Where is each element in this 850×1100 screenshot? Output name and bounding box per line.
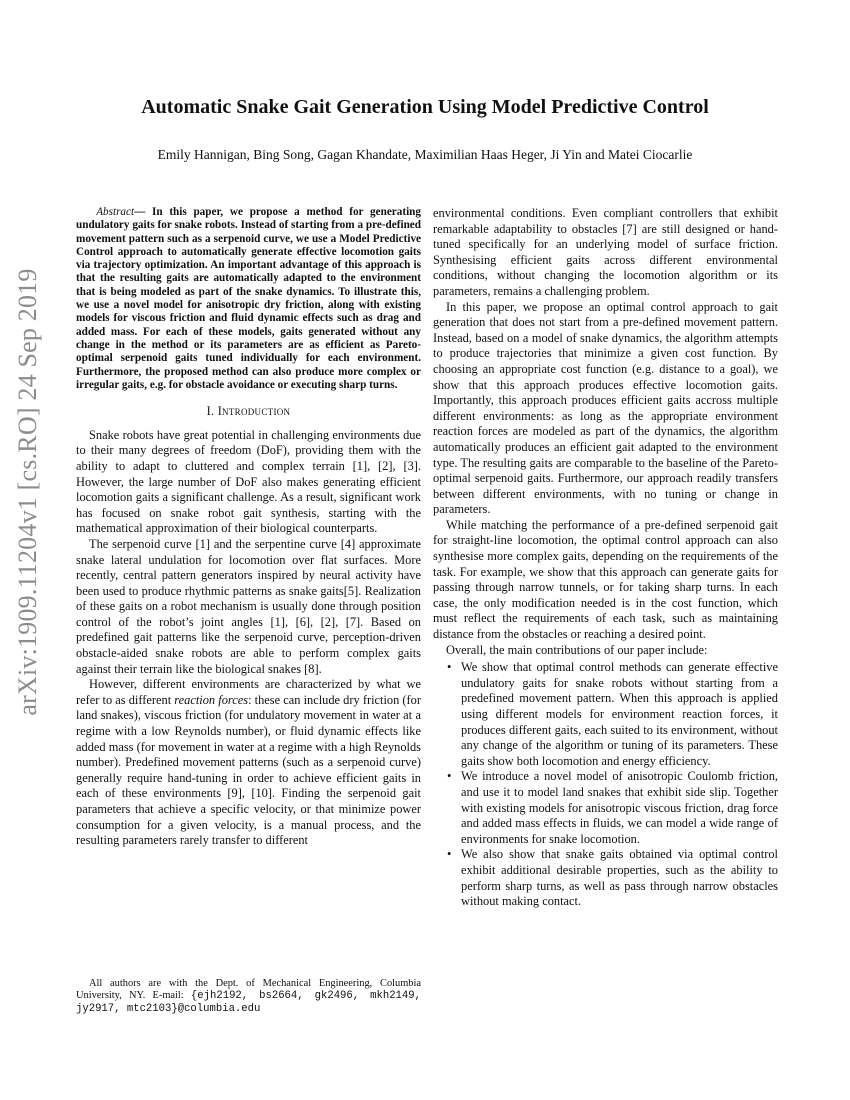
arxiv-identifier: arXiv:1909.11204v1 [cs.RO] 24 Sep 2019 — [13, 268, 42, 716]
section-heading-introduction: I. Introduction — [206, 404, 291, 419]
right-column — [433, 206, 778, 910]
intro-paragraph-3-emphasis: reaction forces — [174, 692, 249, 707]
footnote-emails: {ejh2192, bs2664, gk2496, mkh2149, jy2917, mtc2103}@columbia.edu — [76, 990, 421, 1015]
intro-paragraph-3-start: However, different environments are characterized by what we refer to as different — [76, 677, 421, 707]
contribution-text: We show that optimal control methods can generate effective undulatory gaits for snake robots without starting from a predefined movement pattern. When this approach is applied using different models for environment reaction forces, it produces different gaits, each suited to its environment, without any change of the algorithm or tuning of its parameters. These gaits show both locomotion and energy efficiency. — [461, 660, 778, 768]
footnote-text — [76, 978, 421, 1015]
bullet-icon: • — [447, 769, 452, 784]
abstract-label: Abstract — [96, 206, 135, 218]
intro-paragraph-3-end: : these can include dry friction (for land snakes), viscous friction (for undulatory movement in water at a regime with a low Reynolds number), or fluid dynamic effects like added mass (for movement in water at a regime with a high Reynolds number). Predefined movement patterns (such as a serpenoid curve) generally require hand-tuning in order to achieve efficient gaits in each of these environments [9], [10]. Finding the serpenoid gait parameters that achieve a specific velocity, or that minimize power consumption for a given velocity, is a manual process, and the resulting parameters rarely transfer to different — [76, 692, 421, 848]
intro-paragraph-3 — [76, 677, 421, 849]
footnote — [76, 978, 421, 1015]
intro-paragraph-6: While matching the performance of a pre-defined serpenoid gait for straight-line locomotion, the optimal control approach can also synthesise more complex gaits, depending on the requirements of the task. For example, we show that this approach can generate gaits for passing through narrow tunnels, or for taking sharp turns. In each case, the only modification needed is in the cost function, which must reflect the requirements of each task, such as maintaining distance from the obstacles or reaching a desired point. — [433, 517, 778, 642]
contributions-list — [433, 660, 778, 910]
intro-paragraph-4: environmental conditions. Even compliant controllers that exhibit remarkable adaptability to obstacles [7] are still designed or hand-tuned specifically for an underlying model of surface friction. Synthesising efficient gaits across different environmental conditions, without changing the locomotion algorithm or its parameters, remains a challenging problem. — [433, 206, 778, 298]
bullet-icon: • — [447, 847, 452, 862]
contribution-text: We introduce a novel model of anisotropic Coulomb friction, and use it to model land snakes that exhibit side slip. Together with existing models for anisotropic viscous friction, drag force and added mass effects in fluids, we can model a wide range of environments for snake locomotion. — [461, 769, 778, 846]
abstract-section — [76, 206, 421, 392]
intro-paragraph-1: Snake robots have great potential in challenging environments due to their many degrees of freedom (DoF), providing them with the ability to adapt to cluttered and complex terrain [1], [2], [3]. However, the large number of DoF also makes generating efficient locomotion gaits a significant challenge. As a result, significant work has focused on snake robot gait synthesis, starting with the mathematical approximation of their biological counterparts. — [76, 427, 421, 536]
paper-authors: Emily Hannigan, Bing Song, Gagan Khandate, Maximilian Haas Heger, Ji Yin and Matei Ciocarlie — [157, 147, 693, 162]
abstract-text: — In this paper, we propose a method for generating undulatory gaits for snake robots. Instead of starting from a pre-defined movement pattern such as a serpenoid curve, we use a Model Predictive Control approach to automatically generate effective locomotion gaits via trajectory optimization. An important advantage of this approach is that the resulting gaits are automatically adapted to the environment that is being modeled as part of the snake dynamics. To illustrate this, we use a novel model for anisotropic dry friction, along with existing models for viscous friction and fluid dynamic effects such as drag and added mass. For each of these models, gaits generated without any change in the method or its parameters are as efficient as Pareto-optimal serpenoid gaits tuned individually for each environment. Furthermore, the proposed method can also produce more complex or irregular gaits, e.g. for obstacle avoidance or executing sharp turns. — [76, 206, 421, 391]
intro-paragraph-7: Overall, the main contributions of our paper include: — [446, 642, 708, 657]
bullet-icon: • — [447, 660, 452, 675]
paper-title: Automatic Snake Gait Generation Using Model Predictive Control — [141, 96, 709, 118]
abstract-paragraph — [76, 206, 421, 392]
left-column — [76, 206, 421, 849]
list-item — [433, 769, 778, 847]
contribution-text: We also show that snake gaits obtained via optimal control exhibit additional desirable properties, such as the ability to perform sharp turns, as well as pass through narrow obstacles without making contact. — [461, 847, 778, 909]
intro-paragraph-2: The serpenoid curve [1] and the serpentine curve [4] approximate snake lateral undulation for locomotion over flat surfaces. More recently, central pattern generators inspired by neural activity have been used to produce rhythmic patterns as snake gaits[5]. Realization of these gaits on a robot mechanism is usually done through position control of the robot’s joint angles [1], [6], [2], [7]. Based on predefined gait patterns like the serpenoid curve, perception-driven obstacle-aided snake robots are able to perform complex gaits against their terrain like the biological snakes [8]. — [76, 536, 421, 676]
intro-paragraph-5: In this paper, we propose an optimal control approach to gait generation that does not start from a pre-defined movement pattern. Instead, based on a model of snake dynamics, the algorithm attempts to produce trajectories that minimize a given cost function. By choosing an appropriate cost function (e.g. distance to a goal), we show that this approach produces effective locomotion gaits. Importantly, this approach produces efficient gaits accross multiple different environments: as long as the appropriate environment reaction forces are modeled as part of the dynamics, the algorithm automatically produces an efficient gait adapted to the environment type. The resulting gaits are comparable to the baseline of the Pareto-optimal serpenoid gaits. Furthermore, our approach readily transfers between different environments, with no tuning or change in parameters. — [433, 299, 778, 517]
list-item — [433, 660, 778, 769]
arxiv-sidebar — [2, 268, 54, 716]
list-item — [433, 847, 778, 909]
footnote-affiliation: All authors are with the Dept. of Mechanical Engineering, Columbia University, NY. E-mail: — [76, 978, 421, 1002]
